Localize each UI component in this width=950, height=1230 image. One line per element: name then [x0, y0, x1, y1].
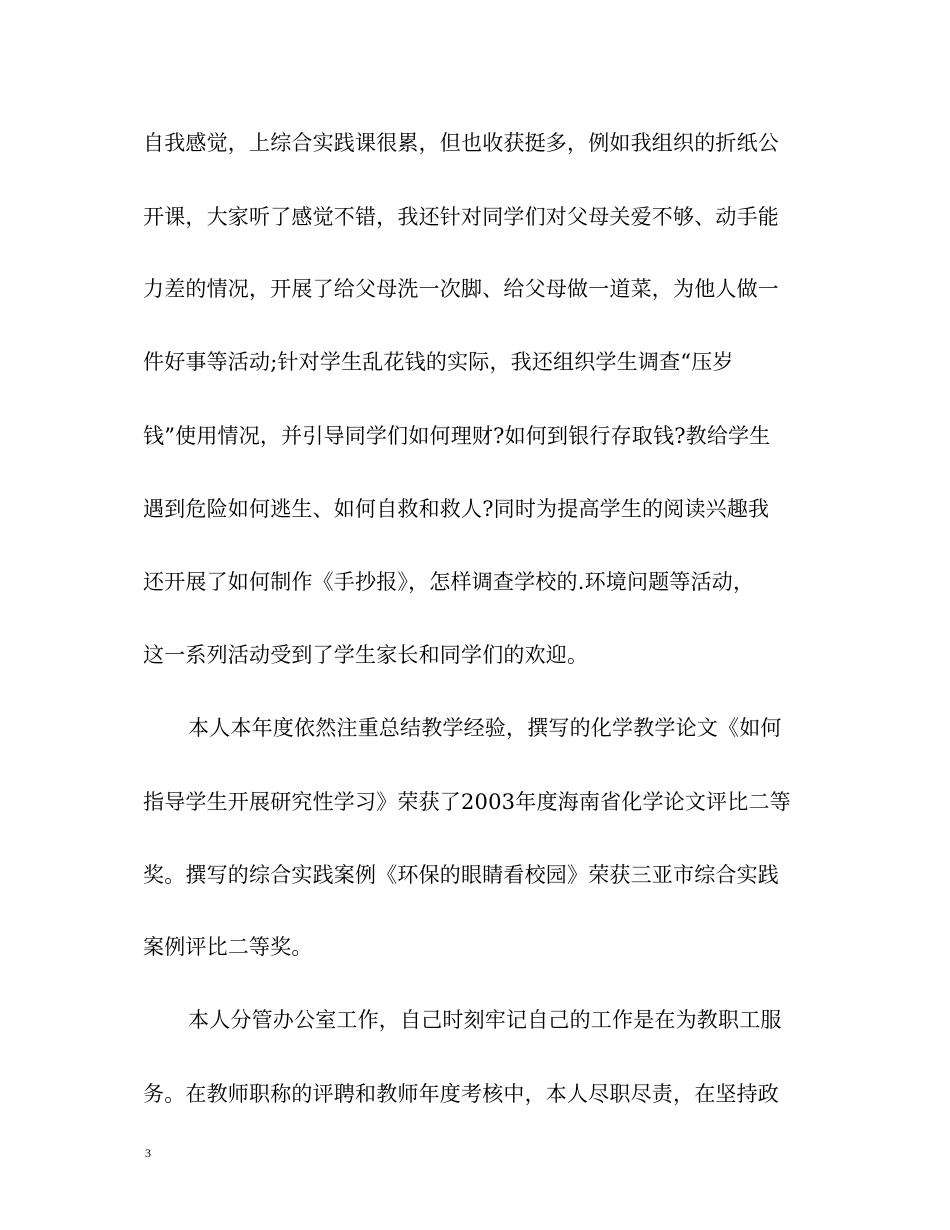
text-line: 件好事等活动;针对学生乱花钱的实际，我还组织学生调查“压岁 [143, 350, 734, 374]
text-line: 力差的情况，开展了给父母洗一次脚、给父母做一道菜，为他人做一 [143, 277, 779, 301]
text-line: 开课，大家听了感觉不错，我还针对同学们对父母关爱不够、动手能 [143, 205, 779, 229]
text-line: 遇到危险如何逃生、如何自救和救人?同时为提高学生的阅读兴趣我 [143, 497, 770, 521]
text-line: 这一系列活动受到了学生家长和同学们的欢迎。 [143, 643, 589, 667]
paragraph-start-line: 本人本年度依然注重总结教学经验，撰写的化学教学论文《如何 [188, 716, 782, 740]
text-line: 钱”使用情况，并引导同学们如何理财?如何到银行存取钱?教给学生 [143, 424, 771, 448]
text-line: 务。在教师职称的评聘和教师年度考核中，本人尽职尽责，在坚持政 [143, 1082, 779, 1106]
page-number: 3 [145, 1146, 151, 1160]
text-line: 自我感觉，上综合实践课很累，但也收获挺多，例如我组织的折纸公 [143, 131, 779, 155]
text-line: 还开展了如何制作《手抄报》，怎样调查学校的.环境问题等活动， [143, 570, 755, 594]
text-line: 案例评比二等奖。 [143, 935, 313, 959]
text-line: 奖。撰写的综合实践案例《环保的眼睛看校园》荣获三亚市综合实践 [143, 863, 779, 887]
paragraph-start-line: 本人分管办公室工作，自己时刻牢记自己的工作是在为教职工服 [188, 1008, 782, 1032]
text-line: 指导学生开展研究性学习》荣获了2003年度海南省化学论文评比二等 [143, 790, 791, 814]
